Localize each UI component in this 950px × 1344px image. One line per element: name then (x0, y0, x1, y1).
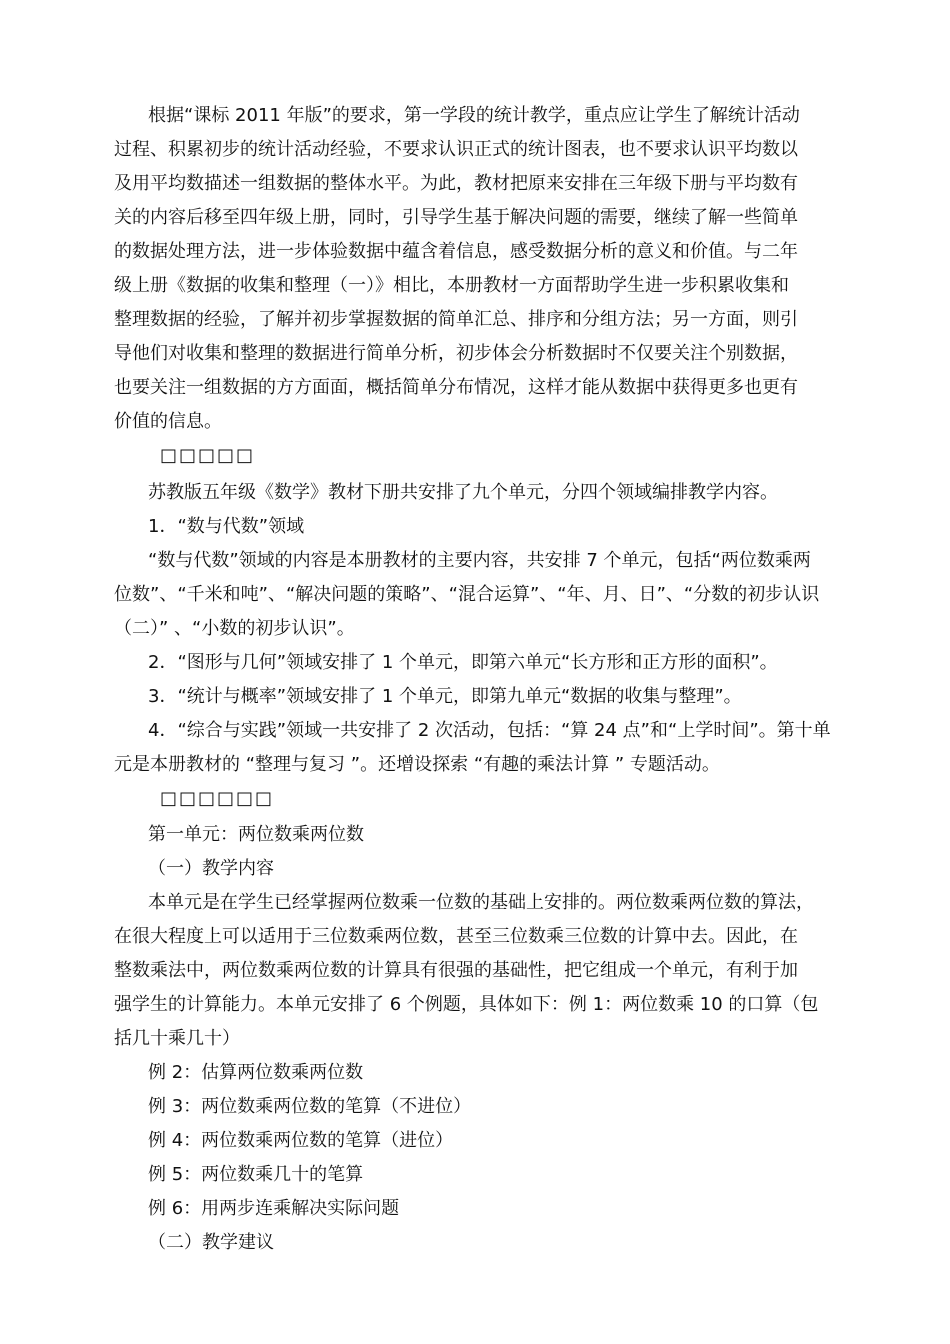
paragraph-line: 导他们对收集和整理的数据进行简单分析，初步体会分析数据时不仅要关注个别数据， (114, 343, 798, 364)
intro-text: 苏教版五年级《数学》教材下册共安排了九个单元，分四个领域编排教学内容。 (148, 482, 778, 503)
domain-text: 2．“图形与几何”领域安排了 1 个单元，即第六单元“长方形和正方形的面积”。 (148, 652, 778, 673)
paragraph-line: 价值的信息。 (114, 411, 222, 432)
paragraph-line: 元是本册教材的 “整理与复习 ”。还增设探索 “有趣的乘法计算 ” 专题活动。 (114, 754, 720, 775)
domain-text: 3．“统计与概率”领域安排了 1 个单元，即第九单元“数据的收集与整理”。 (148, 686, 742, 707)
example-item: 例 3：两位数乘两位数的笔算（不进位） (148, 1096, 472, 1117)
unit-title: 第一单元：两位数乘两位数 (148, 824, 364, 845)
paragraph-line: 位数”、“千米和吨”、“解决问题的策略”、“混合运算”、“年、月、日”、“分数的初步认识 (114, 584, 820, 605)
section-heading: □□□□□□ (160, 788, 275, 809)
paragraph-line: 括几十乘几十） (114, 1028, 240, 1049)
example-item: 例 4：两位数乘两位数的笔算（进位） (148, 1130, 454, 1151)
paragraph-line: “数与代数”领域的内容是本册教材的主要内容，共安排 7 个单元，包括“两位数乘两 (148, 550, 811, 571)
section-title: （一）教学内容 (148, 858, 274, 879)
paragraph-line: 的数据处理方法，进一步体验数据中蕴含着信息，感受数据分析的意义和价值。与二年 (114, 241, 798, 262)
section-title: （二）教学建议 (148, 1232, 274, 1253)
paragraph-line: 关的内容后移至四年级上册，同时，引导学生基于解决问题的需要，继续了解一些简单 (114, 207, 798, 228)
paragraph-line: 在很大程度上可以适用于三位数乘两位数，甚至三位数乘三位数的计算中去。因此，在 (114, 926, 798, 947)
section-heading: □□□□□ (160, 445, 256, 466)
example-item: 例 2：估算两位数乘两位数 (148, 1062, 364, 1083)
paragraph-line: 强学生的计算能力。本单元安排了 6 个例题，具体如下：例 1：两位数乘 10 的口算（包 (114, 994, 819, 1015)
paragraph-line: 及用平均数描述一组数据的整体水平。为此，教材把原来安排在三年级下册与平均数有 (114, 173, 798, 194)
paragraph-line: 本单元是在学生已经掌握两位数乘一位数的基础上安排的。两位数乘两位数的算法， (148, 892, 814, 913)
example-item: 例 6：用两步连乘解决实际问题 (148, 1198, 400, 1219)
paragraph-line: 整理数据的经验，了解并初步掌握数据的简单汇总、排序和分组方法；另一方面，则引 (114, 309, 798, 330)
domain-title: 1．“数与代数”领域 (148, 516, 305, 537)
paragraph-line: 整数乘法中，两位数乘两位数的计算具有很强的基础性，把它组成一个单元，有利于加 (114, 960, 798, 981)
paragraph-line: 4．“综合与实践”领域一共安排了 2 次活动，包括：“算 24 点”和“上学时间”。第十单 (148, 720, 831, 741)
paragraph-line: 级上册《数据的收集和整理（一）》相比，本册教材一方面帮助学生进一步积累收集和 (114, 275, 789, 296)
paragraph-line: 过程、积累初步的统计活动经验，不要求认识正式的统计图表，也不要求认识平均数以 (114, 139, 798, 160)
paragraph-line: （二）” 、“小数的初步认识”。 (114, 618, 355, 639)
paragraph-line: 根据“课标 2011 年版”的要求，第一学段的统计教学，重点应让学生了解统计活动 (148, 105, 800, 126)
paragraph-line: 也要关注一组数据的方方面面，概括简单分布情况，这样才能从数据中获得更多也更有 (114, 377, 798, 398)
example-item: 例 5：两位数乘几十的笔算 (148, 1164, 364, 1185)
